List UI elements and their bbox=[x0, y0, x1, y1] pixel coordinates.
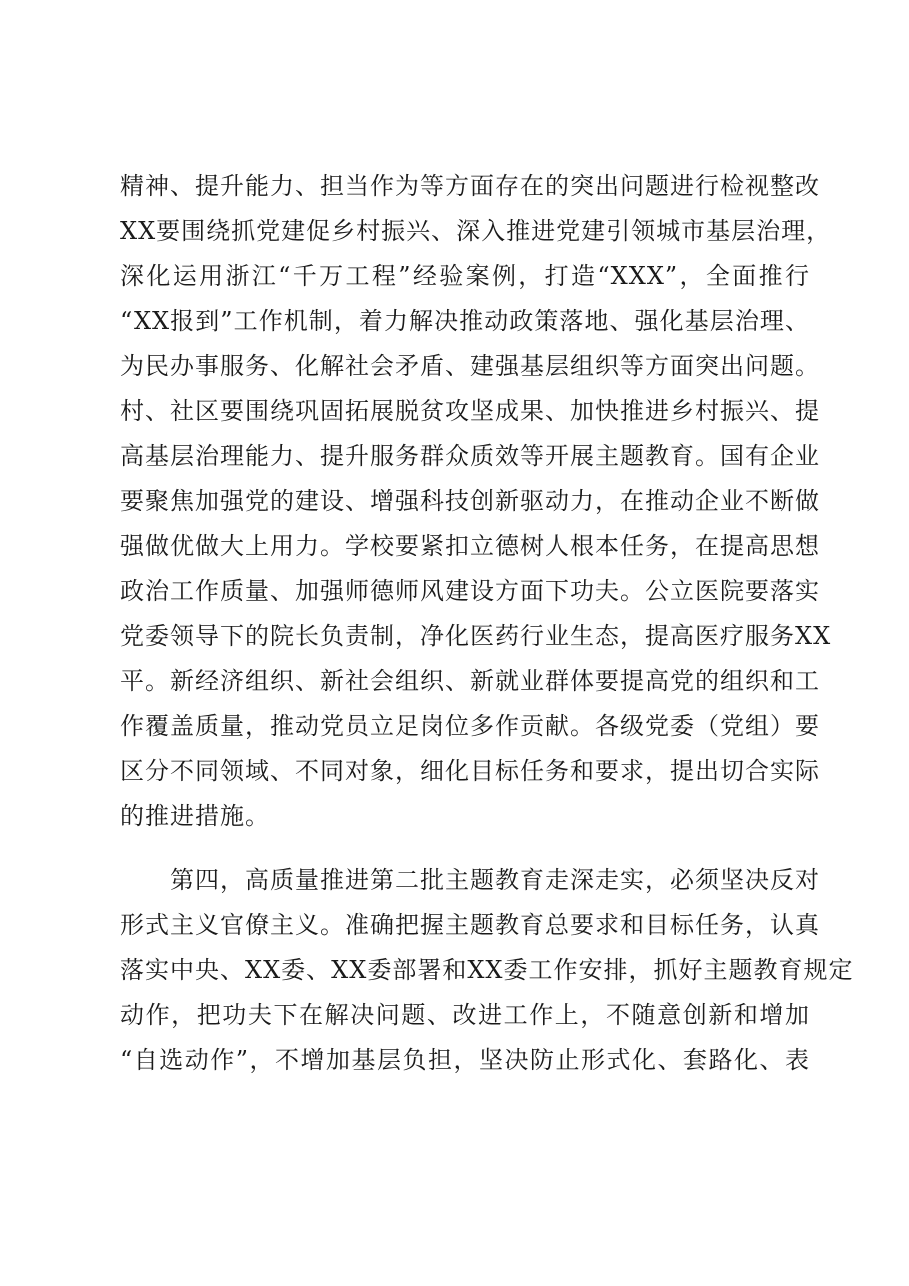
text-line: 政治工作质量、加强师德师风建设方面下功夫。公立医院要落实 bbox=[120, 577, 820, 605]
text-line: 区分不同领域、不同对象，细化目标任务和要求，提出切合实际 bbox=[120, 757, 820, 785]
text-line: 高基层治理能力、提升服务群众质效等开展主题教育。国有企业 bbox=[120, 442, 820, 470]
text-line: 强做优做大上用力。学校要紧扣立德树人根本任务，在提高思想 bbox=[120, 532, 820, 560]
text-line: 为民办事服务、化解社会矛盾、建强基层组织等方面突出问题。 bbox=[120, 352, 820, 380]
text-line: 作覆盖质量，推动党员立足岗位多作贡献。各级党委（党组）要 bbox=[120, 712, 820, 740]
paragraph-gap bbox=[120, 839, 810, 858]
text-line: 的推进措施。 bbox=[120, 802, 270, 830]
paragraph-2 bbox=[120, 858, 854, 1083]
text-line: 村、社区要围绕巩固拓展脱贫攻坚成果、加快推进乡村振兴、提 bbox=[120, 397, 820, 425]
text-line: 平。新经济组织、新社会组织、新就业群体要提高党的组织和工 bbox=[120, 667, 820, 695]
text-line: 形式主义官僚主义。准确把握主题教育总要求和目标任务，认真 bbox=[120, 911, 820, 939]
text-line: “自选动作”，不增加基层负担，坚决防止形式化、套路化、表 bbox=[120, 1046, 810, 1074]
text-line: 动作，把功夫下在解决问题、改进工作上，不随意创新和增加 bbox=[120, 1001, 810, 1029]
document-body bbox=[120, 164, 854, 1083]
text-line: 深化运用浙江“千万工程”经验案例，打造“XXX”，全面推行 bbox=[120, 262, 810, 290]
text-line: XX要围绕抓党建促乡村振兴、深入推进党建引领城市基层治理， bbox=[120, 217, 832, 245]
text-line: 落实中央、XX委、XX委部署和XX委工作安排，抓好主题教育规定 bbox=[120, 956, 854, 984]
text-line: 要聚焦加强党的建设、增强科技创新驱动力，在推动企业不断做 bbox=[120, 487, 820, 515]
paragraph-1 bbox=[120, 164, 832, 839]
text-line: “XX报到”工作机制，着力解决推动政策落地、强化基层治理、 bbox=[120, 307, 810, 335]
text-line: 党委领导下的院长负责制，净化医药行业生态，提高医疗服务XX bbox=[120, 622, 832, 650]
text-line: 精神、提升能力、担当作为等方面存在的突出问题进行检视整改 bbox=[120, 172, 820, 200]
text-line: 第四，高质量推进第二批主题教育走深走实，必须坚决反对 bbox=[170, 866, 820, 894]
